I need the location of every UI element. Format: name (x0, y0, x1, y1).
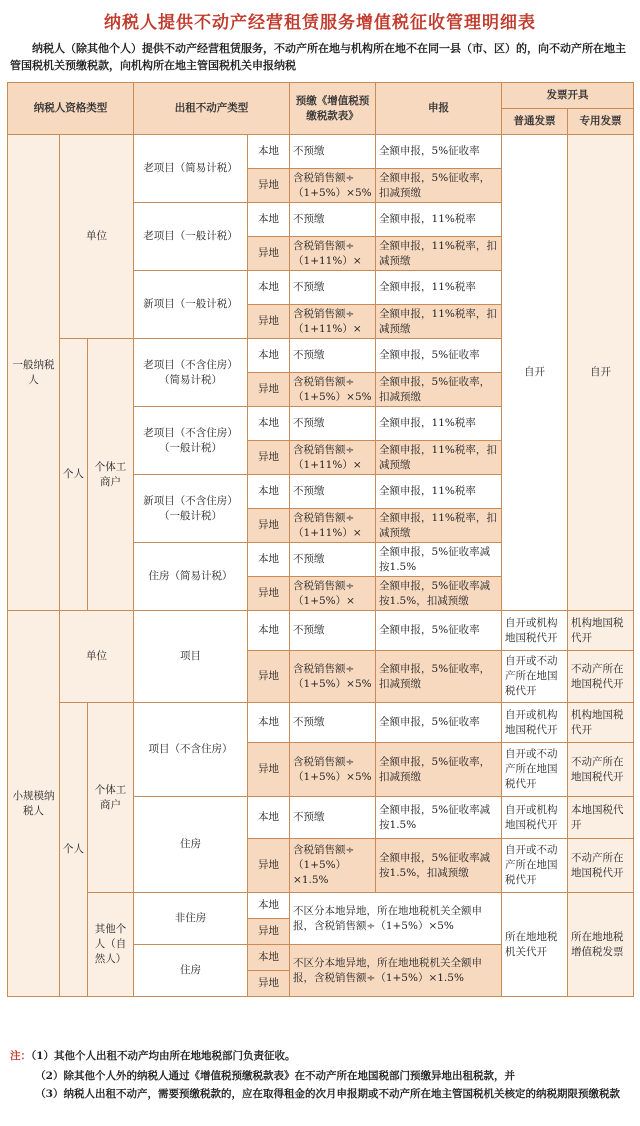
prepay-cell: 不预缴 (290, 611, 376, 651)
other-person-label: 其他个人（自然人） (88, 893, 134, 997)
prepay-cell: 含税销售额÷（1+5%）×5% (290, 169, 376, 203)
intro-paragraph: 纳税人（除其他个人）提供不动产经营租赁服务，不动产所在地与机构所在地不在同一县（市、区）的，向不动产所在地主管国税机关预缴税款，向机构所在地主管国税机关申报纳税 (10, 42, 626, 72)
declare-cell: 全额申报，11%税率，扣减预缴 (376, 441, 502, 475)
location-local: 本地 (248, 703, 290, 743)
general-unit-label: 单位 (60, 135, 134, 339)
location-local: 本地 (248, 407, 290, 441)
declare-cell: 全额申报，5%征收率 (376, 611, 502, 651)
property-type: 非住房 (134, 893, 248, 945)
declare-cell: 全额申报，11%税率，扣减预缴 (376, 509, 502, 543)
location-remote: 异地 (248, 919, 290, 945)
declare-cell: 全额申报，5%征收率，扣减预缴 (376, 373, 502, 407)
general-business-label: 个体工商户 (88, 339, 134, 611)
special-invoice-cell: 本地国税代开 (568, 797, 634, 839)
declare-cell: 全额申报，5%征收率减按1.5%，扣减预缴 (376, 577, 502, 611)
other-normal-invoice: 所在地地税机关代开 (502, 893, 568, 997)
location-local: 本地 (248, 475, 290, 509)
header-normal-invoice: 普通发票 (502, 109, 568, 135)
declare-cell: 全额申报，5%征收率，扣减预缴 (376, 743, 502, 797)
note-1: 注：（1）其他个人出租不动产均由所在地地税部门负责征收。 (10, 1050, 296, 1062)
location-local: 本地 (248, 135, 290, 169)
normal-invoice-cell: 自开或不动产所在地国税代开 (502, 743, 568, 797)
location-local: 本地 (248, 893, 290, 919)
property-type: 老项目（一般计税） (134, 203, 248, 271)
property-type: 住房 (134, 797, 248, 893)
normal-invoice-cell: 自开或不动产所在地国税代开 (502, 839, 568, 893)
location-local: 本地 (248, 339, 290, 373)
header-prepay: 预缴《增值税预缴税款表》 (290, 83, 376, 135)
location-remote: 异地 (248, 373, 290, 407)
property-type: 项目 (134, 611, 248, 703)
location-remote: 异地 (248, 509, 290, 543)
prepay-cell: 含税销售额÷（1+5%）×1.5% (290, 839, 376, 893)
prepay-cell: 不预缴 (290, 339, 376, 373)
header-property-type: 出租不动产类型 (134, 83, 290, 135)
declare-cell: 全额申报，5%征收率减按1.5% (376, 543, 502, 577)
note-2: （2）除其他个人外的纳税人通过《增值税预缴税款表》在不动产所在地国税部门预缴异地出租税款，并 (35, 1070, 515, 1082)
location-remote: 异地 (248, 305, 290, 339)
special-invoice-cell: 不动产所在地国税代开 (568, 743, 634, 797)
declare-cell: 全额申报，5%征收率，扣减预缴 (376, 169, 502, 203)
location-local: 本地 (248, 611, 290, 651)
declare-cell: 全额申报，5%征收率 (376, 703, 502, 743)
special-invoice-cell: 机构地国税代开 (568, 611, 634, 651)
small-taxpayer-label: 小规模纳税人 (8, 611, 60, 997)
property-type: 老项目（不含住房）（简易计税） (134, 339, 248, 407)
header-taxpayer-type: 纳税人资格类型 (8, 83, 134, 135)
prepay-cell: 不预缴 (290, 543, 376, 577)
prepay-cell: 含税销售额÷（1+11%）× (290, 305, 376, 339)
location-remote: 异地 (248, 651, 290, 703)
declare-cell: 全额申报，11%税率 (376, 203, 502, 237)
notes-section (10, 1046, 632, 1103)
general-taxpayer-label: 一般纳税人 (8, 135, 60, 611)
prepay-cell: 含税销售额÷（1+11%）× (290, 509, 376, 543)
declare-cell: 全额申报，5%征收率 (376, 135, 502, 169)
declare-cell: 全额申报，5%征收率减按1.5% (376, 797, 502, 839)
prepay-cell: 不预缴 (290, 135, 376, 169)
header-invoice: 发票开具 (502, 83, 634, 109)
declare-cell: 全额申报，5%征收率，扣减预缴 (376, 651, 502, 703)
location-local: 本地 (248, 945, 290, 971)
general-individual-label: 个人 (60, 339, 88, 611)
other-nonhouse-text: 不区分本地异地，所在地地税机关全额申报，含税销售额÷（1+5%）×5% (290, 893, 502, 945)
normal-invoice-cell: 自开或机构地国税代开 (502, 611, 568, 651)
declare-cell: 全额申报，11%税率 (376, 475, 502, 509)
general-normal-invoice: 自开 (502, 135, 568, 611)
declare-cell: 全额申报，11%税率，扣减预缴 (376, 237, 502, 271)
location-remote: 异地 (248, 743, 290, 797)
prepay-cell: 含税销售额÷（1+5%）× (290, 577, 376, 611)
note-3: （3）纳税人出租不动产，需要预缴税款的，应在取得租金的次月申报期或不动产所在地主管国税机关核定的纳税期限预缴税款 (35, 1088, 620, 1100)
location-local: 本地 (248, 543, 290, 577)
tax-table (7, 82, 634, 997)
prepay-cell: 含税销售额÷（1+5%）×5% (290, 651, 376, 703)
location-remote: 异地 (248, 577, 290, 611)
prepay-cell: 不预缴 (290, 703, 376, 743)
special-invoice-cell: 不动产所在地国税代开 (568, 839, 634, 893)
property-type: 新项目（一般计税） (134, 271, 248, 339)
small-unit-label: 单位 (60, 611, 134, 703)
property-type: 住房（简易计税） (134, 543, 248, 611)
normal-invoice-cell: 自开或机构地国税代开 (502, 703, 568, 743)
special-invoice-cell: 机构地国税代开 (568, 703, 634, 743)
prepay-cell: 含税销售额÷（1+11%）× (290, 441, 376, 475)
prepay-cell: 不预缴 (290, 797, 376, 839)
location-local: 本地 (248, 203, 290, 237)
notes-label: 注： (10, 1050, 31, 1062)
header-declare: 申报 (376, 83, 502, 135)
property-type: 住房 (134, 945, 248, 997)
small-business-label: 个体工商户 (88, 703, 134, 893)
property-type: 项目（不含住房） (134, 703, 248, 797)
page-title: 纳税人提供不动产经营租赁服务增值税征收管理明细表 (104, 13, 536, 33)
property-type: 老项目（不含住房）（一般计税） (134, 407, 248, 475)
prepay-cell: 不预缴 (290, 475, 376, 509)
other-special-invoice: 所在地地税增值税发票 (568, 893, 634, 997)
prepay-cell: 含税销售额÷（1+5%）×5% (290, 743, 376, 797)
declare-cell: 全额申报，11%税率，扣减预缴 (376, 305, 502, 339)
declare-cell: 全额申报，11%税率 (376, 271, 502, 305)
prepay-cell: 不预缴 (290, 271, 376, 305)
normal-invoice-cell: 自开或机构地国税代开 (502, 797, 568, 839)
prepay-cell: 不预缴 (290, 203, 376, 237)
property-type: 新项目（不含住房）（一般计税） (134, 475, 248, 543)
location-remote: 异地 (248, 971, 290, 997)
location-remote: 异地 (248, 839, 290, 893)
other-house-text: 不区分本地异地，所在地地税机关全额申报，含税销售额÷（1+5%）×1.5% (290, 945, 502, 997)
declare-cell: 全额申报，11%税率 (376, 407, 502, 441)
location-local: 本地 (248, 271, 290, 305)
location-remote: 异地 (248, 237, 290, 271)
property-type: 老项目（简易计税） (134, 135, 248, 203)
location-remote: 异地 (248, 169, 290, 203)
header-special-invoice: 专用发票 (568, 109, 634, 135)
declare-cell: 全额申报，5%征收率 (376, 339, 502, 373)
prepay-cell: 不预缴 (290, 407, 376, 441)
location-remote: 异地 (248, 441, 290, 475)
special-invoice-cell: 不动产所在地国税代开 (568, 651, 634, 703)
prepay-cell: 含税销售额÷（1+5%）×5% (290, 373, 376, 407)
normal-invoice-cell: 自开或不动产所在地国税代开 (502, 651, 568, 703)
prepay-cell: 含税销售额÷（1+11%）× (290, 237, 376, 271)
small-individual-label: 个人 (60, 703, 88, 997)
declare-cell: 全额申报，5%征收率减按1.5%，扣减预缴 (376, 839, 502, 893)
general-special-invoice: 自开 (568, 135, 634, 611)
location-local: 本地 (248, 797, 290, 839)
